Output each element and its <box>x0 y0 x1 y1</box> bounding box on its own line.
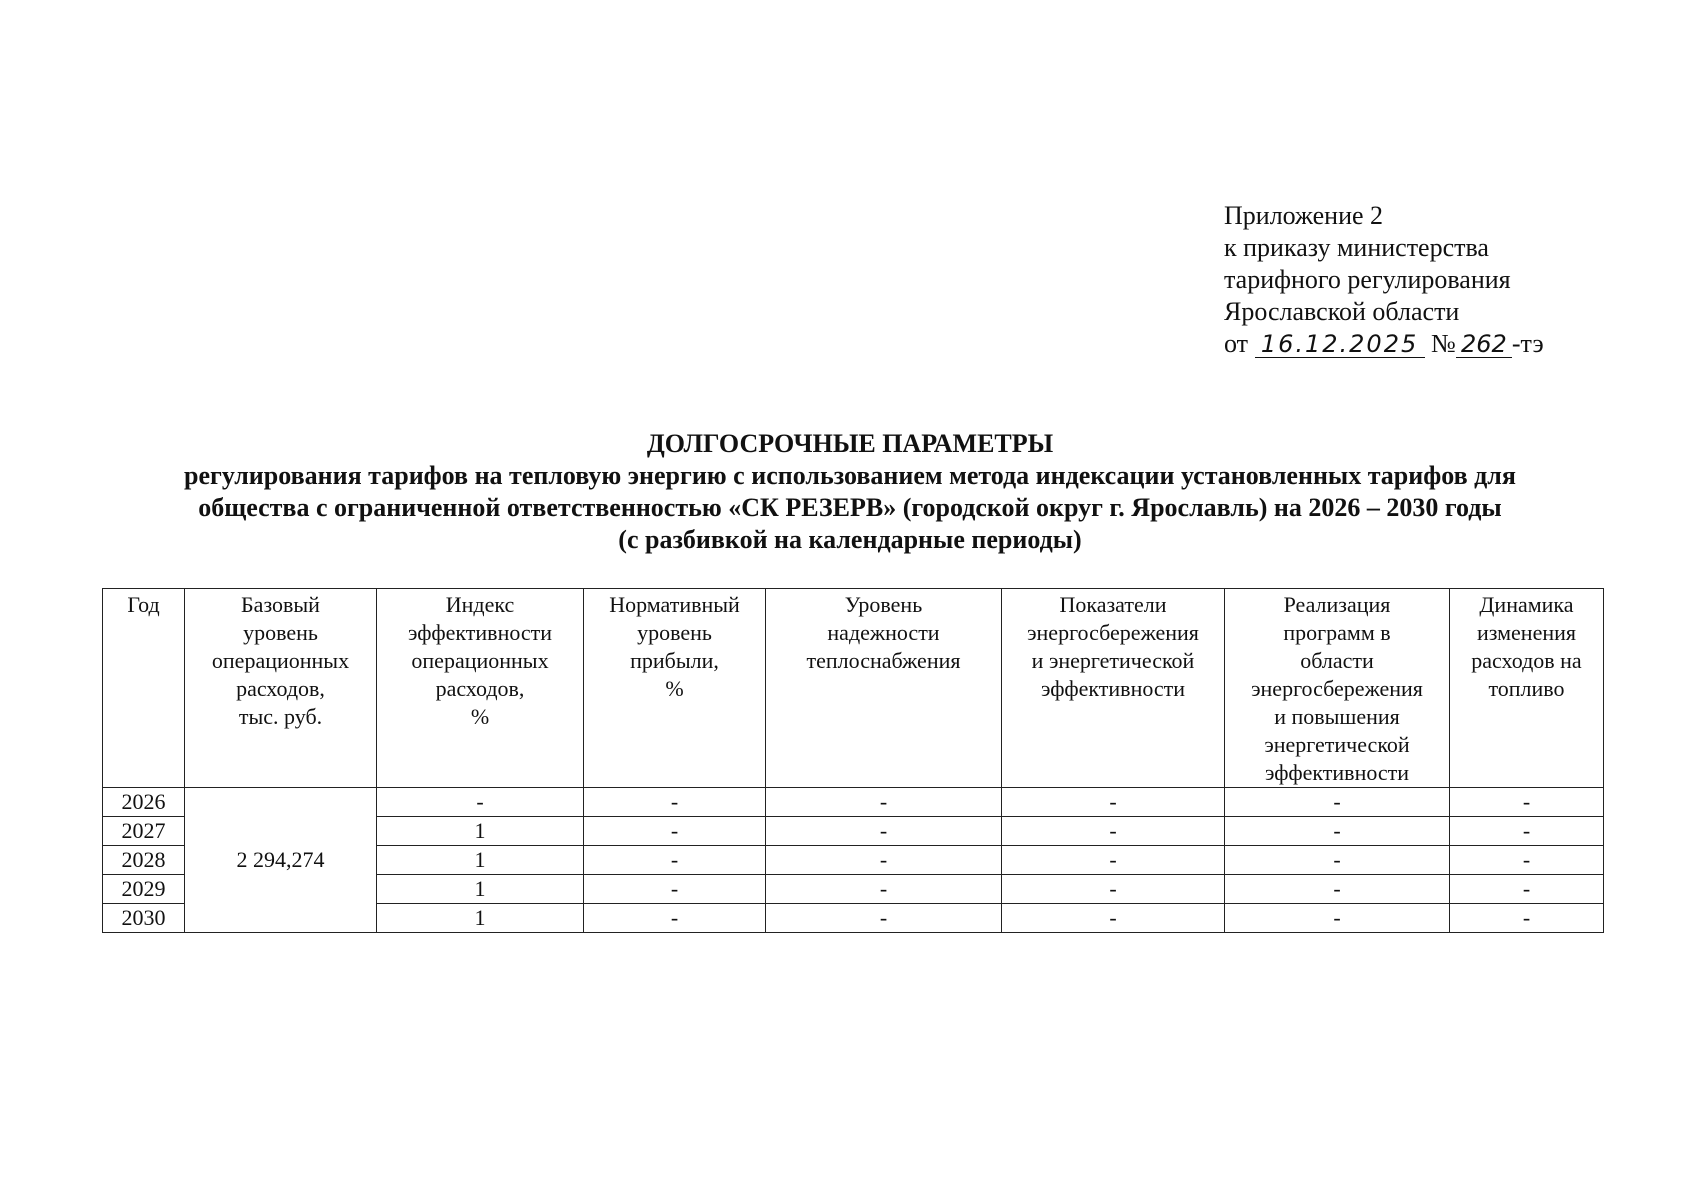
table-cell: - <box>584 817 766 846</box>
table-header-row <box>103 589 1604 788</box>
year-cell: 2028 <box>103 846 185 875</box>
header-line: эффективности <box>1264 760 1410 785</box>
title-heading: ДОЛГОСРОЧНЫЕ ПАРАМЕТРЫ <box>646 429 1054 458</box>
table-cell: - <box>1225 817 1450 846</box>
title-line-3: общества с ограниченной ответственностью «СК РЕЗЕРВ» (городской округ г. Ярославль) на 2026 – 2030 годы <box>198 493 1502 522</box>
date-prefix: от <box>1224 329 1249 358</box>
header-line: % <box>470 704 490 729</box>
header-line: прибыли, <box>630 648 719 673</box>
year-cell: 2027 <box>103 817 185 846</box>
header-year <box>103 589 185 788</box>
appendix-line-4: Ярославской области <box>1224 297 1460 326</box>
header-line: энергосбережения <box>1027 620 1199 645</box>
header-line: % <box>665 676 684 701</box>
year-cell: 2026 <box>103 788 185 817</box>
header-line: эффективности <box>1040 676 1186 701</box>
header-reliability <box>766 589 1002 788</box>
parameters-table <box>102 588 1604 933</box>
table-cell: - <box>584 846 766 875</box>
header-programs <box>1225 589 1450 788</box>
header-profit-level <box>584 589 766 788</box>
appendix-line-3: тарифного регулирования <box>1224 265 1511 294</box>
base-opex-cell: 2 294,274 <box>185 788 377 933</box>
table-cell: - <box>1450 788 1604 817</box>
header-line: теплоснабжения <box>806 648 961 673</box>
header-line: Реализация <box>1283 592 1391 617</box>
header-line: тыс. руб. <box>238 704 323 729</box>
table-cell: - <box>1002 875 1225 904</box>
table-cell: - <box>1450 817 1604 846</box>
table-cell: - <box>766 788 1002 817</box>
header-line: топливо <box>1488 676 1565 701</box>
header-line: Нормативный <box>609 592 740 617</box>
header-line: области <box>1300 648 1374 673</box>
header-energy-saving <box>1002 589 1225 788</box>
header-fuel-dynamics <box>1450 589 1604 788</box>
table-cell: - <box>1002 788 1225 817</box>
title-line-4: (с разбивкой на календарные периоды) <box>618 525 1082 554</box>
year-cell: 2029 <box>103 875 185 904</box>
header-line: Базовый <box>241 592 320 617</box>
table-cell: - <box>1225 846 1450 875</box>
header-line: Уровень <box>844 592 923 617</box>
handwritten-number: 262 <box>1456 331 1512 358</box>
header-line: уровень <box>243 620 318 645</box>
handwritten-date: 16.12.2025 <box>1255 331 1425 358</box>
table-cell: - <box>1002 846 1225 875</box>
header-line: эффективности <box>407 620 553 645</box>
header-line: расходов, <box>236 676 325 701</box>
appendix-order-line <box>1224 328 1544 360</box>
table-cell: - <box>1002 904 1225 933</box>
table-cell: - <box>1002 817 1225 846</box>
header-line: энергетической <box>1264 732 1410 757</box>
header-line: и энергетической <box>1031 648 1195 673</box>
table-cell: - <box>584 904 766 933</box>
table-cell: - <box>1225 904 1450 933</box>
table-cell: - <box>766 817 1002 846</box>
year-cell: 2030 <box>103 904 185 933</box>
header-base-opex <box>185 589 377 788</box>
header-line: надежности <box>827 620 940 645</box>
header-line: Год <box>127 592 160 617</box>
header-line: Индекс <box>445 592 515 617</box>
title-line-2: регулирования тарифов на тепловую энергию с использованием метода индексации установленных тарифов для <box>184 461 1516 490</box>
table-cell: - <box>1450 875 1604 904</box>
table-cell: - <box>584 788 766 817</box>
table-cell: - <box>1450 904 1604 933</box>
table-cell: - <box>1450 846 1604 875</box>
header-line: энергосбережения <box>1251 676 1423 701</box>
table-cell: - <box>766 904 1002 933</box>
document-title <box>100 428 1600 556</box>
table-cell: 1 <box>377 846 584 875</box>
header-line: уровень <box>637 620 712 645</box>
number-sign: № <box>1431 329 1456 358</box>
appendix-line-1: Приложение 2 <box>1224 201 1384 230</box>
header-line: программ в <box>1283 620 1391 645</box>
table-cell: - <box>377 788 584 817</box>
header-line: расходов на <box>1471 648 1582 673</box>
table-cell: 1 <box>377 875 584 904</box>
header-line: изменения <box>1476 620 1577 645</box>
header-line: операционных <box>211 648 350 673</box>
table-row <box>103 788 1604 817</box>
header-line: Динамика <box>1479 592 1574 617</box>
table-cell: - <box>1225 788 1450 817</box>
header-line: расходов, <box>435 676 525 701</box>
header-line: и повышения <box>1274 704 1400 729</box>
table-cell: - <box>766 875 1002 904</box>
table-cell: 1 <box>377 904 584 933</box>
table-cell: 1 <box>377 817 584 846</box>
appendix-block <box>1224 200 1544 360</box>
table-cell: - <box>766 846 1002 875</box>
table-cell: - <box>584 875 766 904</box>
header-line: Показатели <box>1059 592 1167 617</box>
appendix-line-2: к приказу министерства <box>1224 233 1489 262</box>
number-suffix: -тэ <box>1511 329 1544 358</box>
table-cell: - <box>1225 875 1450 904</box>
header-efficiency-index <box>377 589 584 788</box>
header-line: операционных <box>411 648 549 673</box>
